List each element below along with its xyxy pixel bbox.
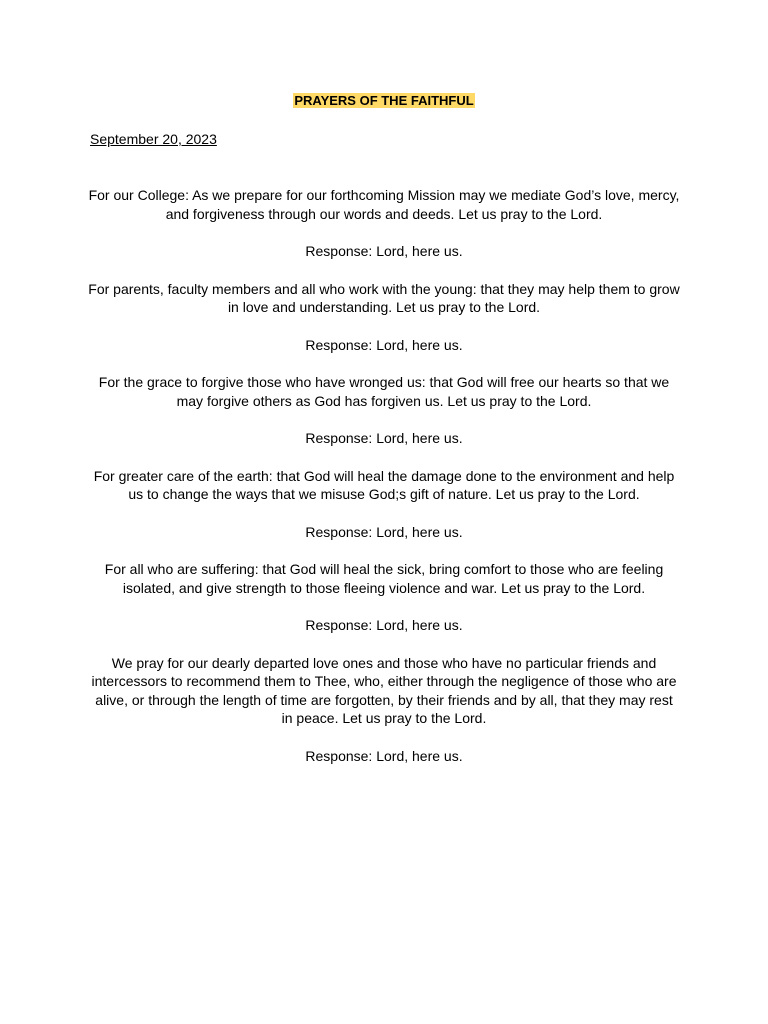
document-title: PRAYERS OF THE FAITHFUL	[294, 93, 474, 108]
document-body	[88, 186, 680, 765]
response-line: Response: Lord, here us.	[305, 243, 463, 259]
title-container	[0, 91, 768, 110]
intention-paragraph: For all who are suffering: that God will heal the sick, bring comfort to those who are feeling isolated, and give strength to those fleeing violence and war. Let us pray to the Lord.	[104, 561, 664, 596]
intention-paragraph: For parents, faculty members and all who work with the young: that they may help them to grow in love and understanding. Let us pray to the Lord.	[88, 280, 680, 315]
intention-paragraph: For our College: As we prepare for our forthcoming Mission may we mediate God’s love, mercy, and forgiveness through our words and deeds. Let us pray to the Lord.	[88, 187, 680, 222]
response-line: Response: Lord, here us.	[305, 617, 463, 633]
intention-paragraph: For greater care of the earth: that God will heal the damage done to the environment and help us to change the ways that we misuse God;s gift of nature. Let us pray to the Lord.	[93, 467, 675, 502]
response-line: Response: Lord, here us.	[305, 430, 463, 446]
response-line: Response: Lord, here us.	[305, 336, 463, 353]
response-line: Response: Lord, here us.	[305, 747, 463, 764]
response-line: Response: Lord, here us.	[305, 523, 463, 540]
intention-paragraph: For the grace to forgive those who have wronged us: that God will free our hearts so that we may forgive others as God has forgiven us. Let us pray to the Lord.	[98, 374, 670, 409]
document-date: September 20, 2023	[90, 131, 217, 147]
intention-paragraph: We pray for our dearly departed love ones and those who have no particular friends and intercessors to recommend them to Thee, who, either through the negligence of those who are alive, or through the length of time are forgotten, by their friends and by all, that they may rest in peace. Let us pray to the Lord.	[91, 654, 677, 726]
